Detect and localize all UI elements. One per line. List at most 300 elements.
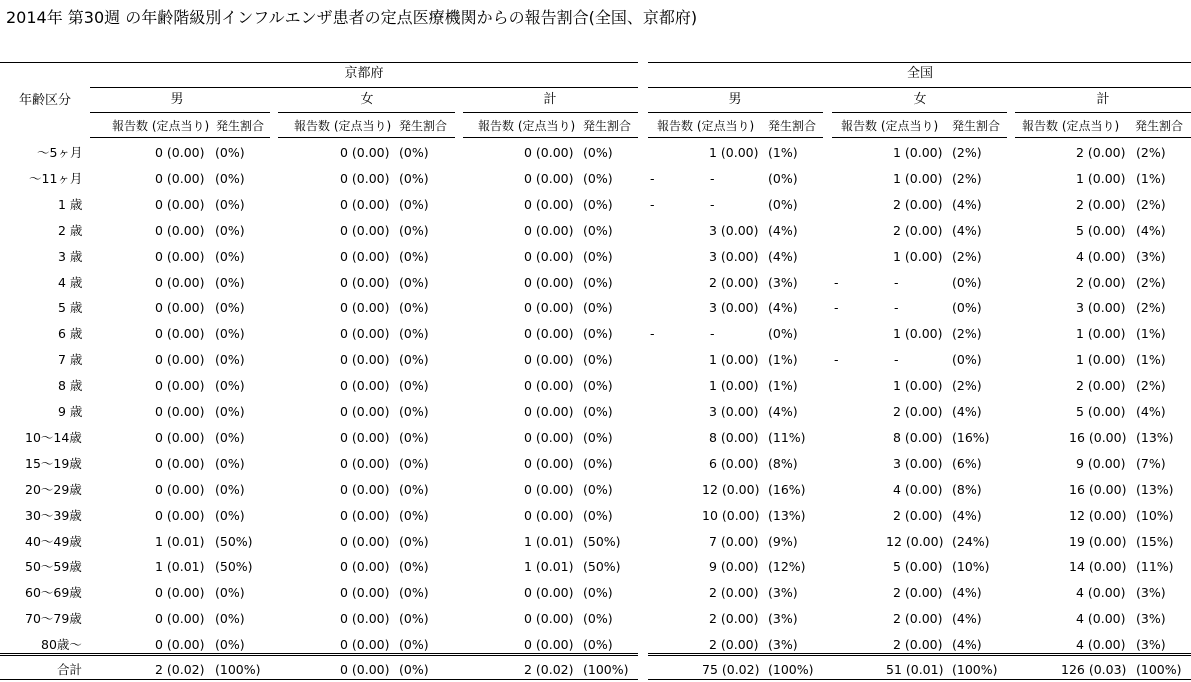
rate-value: (4%) (768, 300, 798, 315)
rate-value: (4%) (952, 611, 982, 626)
rate-value: (0%) (583, 352, 613, 367)
rate-value: (0%) (215, 585, 245, 600)
rate-value: (0%) (215, 482, 245, 497)
total-rule-kyoto (0, 653, 638, 656)
page-title: 2014年 第30週 の年齢階級別インフルエンザ患者の定点医療機関からの報告割合(全国、京都府) (6, 8, 698, 27)
rate-value: (2%) (1136, 145, 1166, 160)
subheader-report-count: 報告数 (定点当り) (1022, 119, 1120, 133)
report-value: 51 (0.01) (886, 662, 944, 677)
rate-value: (50%) (215, 534, 253, 549)
report-value: 3 (0.00) (709, 300, 759, 315)
report-value: 1 (0.01) (155, 559, 205, 574)
sex-header-male: 男 (728, 92, 742, 107)
report-value: 0 (0.00) (340, 430, 390, 445)
age-label: 80歳〜 (41, 637, 82, 652)
report-value: 12 (0.00) (1069, 508, 1127, 523)
rate-value: (50%) (583, 559, 621, 574)
missing-dash: - (650, 197, 655, 212)
rate-value: (1%) (768, 352, 798, 367)
report-value: 2 (0.00) (1076, 378, 1126, 393)
rate-value: (0%) (215, 197, 245, 212)
rate-value: (0%) (215, 404, 245, 419)
age-label: 6 歳 (58, 326, 83, 341)
report-value: 2 (0.02) (155, 662, 205, 677)
report-value: 2 (0.00) (1076, 145, 1126, 160)
report-value: 0 (0.00) (340, 508, 390, 523)
age-label-total: 合計 (57, 662, 83, 677)
report-value: 0 (0.00) (155, 300, 205, 315)
rate-value: (1%) (768, 145, 798, 160)
rate-value: (0%) (583, 171, 613, 186)
rate-value: (0%) (399, 430, 429, 445)
report-value: 0 (0.00) (155, 482, 205, 497)
rate-value: (4%) (768, 404, 798, 419)
report-value: 5 (0.00) (1076, 404, 1126, 419)
subheader-report-count: 報告数 (定点当り) (112, 119, 210, 133)
sex-header-total: 計 (1096, 92, 1110, 107)
rate-value: (4%) (952, 637, 982, 652)
age-label: 30〜39歳 (25, 508, 82, 523)
report-value: 0 (0.00) (155, 508, 205, 523)
report-value: 2 (0.00) (893, 197, 943, 212)
report-value: 14 (0.00) (1069, 559, 1127, 574)
rate-value: (0%) (399, 197, 429, 212)
report-value: 0 (0.00) (340, 482, 390, 497)
rate-value: (0%) (399, 378, 429, 393)
rate-value: (1%) (768, 378, 798, 393)
total-rule-zenkoku (648, 653, 1191, 656)
rate-value: (9%) (768, 534, 798, 549)
report-value: 4 (0.00) (1076, 585, 1126, 600)
report-value: 0 (0.00) (340, 378, 390, 393)
rate-value: (0%) (399, 300, 429, 315)
sex-rule (278, 112, 455, 113)
report-value: 0 (0.00) (524, 249, 574, 264)
rate-value: (3%) (768, 637, 798, 652)
rate-value: (11%) (1136, 559, 1174, 574)
age-label: 20〜29歳 (25, 482, 82, 497)
report-value: 1 (0.01) (524, 534, 574, 549)
report-value: 2 (0.00) (893, 637, 943, 652)
rate-value: (2%) (1136, 197, 1166, 212)
sex-rule (832, 112, 1007, 113)
age-label: 〜11ヶ月 (29, 171, 83, 186)
report-value: 2 (0.00) (709, 275, 759, 290)
rate-value: (3%) (1136, 637, 1166, 652)
rate-value: (2%) (1136, 378, 1166, 393)
rate-value: (8%) (952, 482, 982, 497)
report-value: 4 (0.00) (1076, 637, 1126, 652)
report-value: 2 (0.00) (1076, 197, 1126, 212)
subheader-rate: 発生割合 (399, 119, 448, 133)
rate-value: (10%) (952, 559, 990, 574)
rate-value: (0%) (399, 662, 429, 677)
rate-value: (0%) (583, 300, 613, 315)
report-value: 1 (0.00) (709, 145, 759, 160)
report-value: 0 (0.00) (155, 275, 205, 290)
report-value: 10 (0.00) (702, 508, 760, 523)
rate-value: (13%) (1136, 482, 1174, 497)
rate-value: (6%) (952, 456, 982, 471)
report-value: 0 (0.00) (155, 223, 205, 238)
age-label: 3 歳 (58, 249, 83, 264)
age-label: 7 歳 (58, 352, 83, 367)
rate-value: (3%) (768, 275, 798, 290)
rate-value: (0%) (215, 456, 245, 471)
rate-value: (0%) (399, 482, 429, 497)
missing-dash: - (834, 275, 839, 290)
report-value: 2 (0.00) (893, 611, 943, 626)
missing-dash: - (834, 300, 839, 315)
rate-value: (3%) (1136, 249, 1166, 264)
rate-value: (3%) (768, 585, 798, 600)
report-value: 2 (0.00) (709, 611, 759, 626)
report-value: 1 (0.00) (1076, 352, 1126, 367)
report-value: 3 (0.00) (1076, 300, 1126, 315)
rate-value: (1%) (1136, 352, 1166, 367)
report-value: 8 (0.00) (709, 430, 759, 445)
report-value: 0 (0.00) (524, 585, 574, 600)
report-value: 1 (0.00) (893, 378, 943, 393)
rate-value: (1%) (1136, 326, 1166, 341)
rate-value: (16%) (768, 482, 806, 497)
rate-value: (7%) (1136, 456, 1166, 471)
rate-value: (0%) (768, 326, 798, 341)
missing-dash: - (894, 300, 899, 315)
rate-value: (13%) (768, 508, 806, 523)
report-value: 0 (0.00) (524, 145, 574, 160)
rate-value: (1%) (1136, 171, 1166, 186)
report-value: 0 (0.00) (340, 611, 390, 626)
report-value: 0 (0.00) (340, 456, 390, 471)
report-value: 16 (0.00) (1069, 482, 1127, 497)
rate-value: (4%) (952, 585, 982, 600)
rate-value: (0%) (952, 300, 982, 315)
report-value: 0 (0.00) (340, 662, 390, 677)
missing-dash: - (710, 197, 715, 212)
report-value: 0 (0.00) (524, 197, 574, 212)
rate-value: (0%) (583, 223, 613, 238)
report-value: 0 (0.00) (340, 404, 390, 419)
sex-rule (648, 112, 823, 113)
subheader-rule (278, 137, 455, 138)
report-value: 0 (0.00) (340, 559, 390, 574)
report-value: 0 (0.00) (340, 585, 390, 600)
missing-dash: - (834, 352, 839, 367)
age-label: 1 歳 (58, 197, 83, 212)
rate-value: (0%) (952, 352, 982, 367)
region-rule-zenkoku (648, 87, 1191, 88)
report-value: 19 (0.00) (1069, 534, 1127, 549)
rate-value: (2%) (952, 326, 982, 341)
report-value: 0 (0.00) (524, 430, 574, 445)
subheader-rule (832, 137, 1007, 138)
rate-value: (0%) (583, 404, 613, 419)
report-value: 2 (0.00) (1076, 275, 1126, 290)
rate-value: (100%) (768, 662, 814, 677)
sex-header-total: 計 (543, 92, 557, 107)
report-value: 0 (0.00) (524, 637, 574, 652)
rate-value: (12%) (768, 559, 806, 574)
report-value: 0 (0.00) (155, 585, 205, 600)
report-value: 0 (0.00) (155, 171, 205, 186)
report-value: 0 (0.00) (524, 352, 574, 367)
report-value: 1 (0.00) (1076, 171, 1126, 186)
age-label: 15〜19歳 (25, 456, 82, 471)
report-value: 0 (0.00) (340, 352, 390, 367)
report-value: 0 (0.00) (524, 482, 574, 497)
age-column-header: 年齢区分 (19, 93, 72, 108)
rate-value: (2%) (1136, 275, 1166, 290)
report-value: 9 (0.00) (709, 559, 759, 574)
rate-value: (0%) (215, 249, 245, 264)
rate-value: (0%) (583, 275, 613, 290)
sex-header-male: 男 (170, 92, 184, 107)
rate-value: (4%) (768, 223, 798, 238)
rate-value: (0%) (399, 534, 429, 549)
rate-value: (0%) (399, 508, 429, 523)
subheader-report-count: 報告数 (定点当り) (657, 119, 755, 133)
rate-value: (0%) (399, 637, 429, 652)
rate-value: (0%) (399, 275, 429, 290)
age-label: 40〜49歳 (25, 534, 82, 549)
report-value: 0 (0.00) (155, 326, 205, 341)
report-value: 0 (0.00) (524, 223, 574, 238)
rate-value: (0%) (583, 326, 613, 341)
rate-value: (0%) (583, 145, 613, 160)
missing-dash: - (710, 171, 715, 186)
report-value: 2 (0.00) (893, 585, 943, 600)
rate-value: (13%) (1136, 430, 1174, 445)
rate-value: (0%) (215, 378, 245, 393)
report-value: 0 (0.00) (155, 456, 205, 471)
rate-value: (0%) (399, 611, 429, 626)
rate-value: (0%) (583, 482, 613, 497)
report-value: 0 (0.00) (340, 197, 390, 212)
rate-value: (0%) (768, 171, 798, 186)
age-label: 2 歳 (58, 223, 83, 238)
subheader-rate: 発生割合 (1135, 119, 1184, 133)
subheader-rule (1015, 137, 1191, 138)
rate-value: (2%) (952, 171, 982, 186)
report-value: 0 (0.00) (155, 352, 205, 367)
rate-value: (100%) (1136, 662, 1182, 677)
rate-value: (100%) (952, 662, 998, 677)
rate-value: (24%) (952, 534, 990, 549)
report-value: 0 (0.00) (524, 378, 574, 393)
rate-value: (50%) (215, 559, 253, 574)
age-label: 60〜69歳 (25, 585, 82, 600)
report-value: 2 (0.00) (893, 223, 943, 238)
report-value: 1 (0.00) (893, 326, 943, 341)
report-value: 126 (0.03) (1061, 662, 1127, 677)
report-value: 0 (0.00) (340, 249, 390, 264)
sex-header-female: 女 (360, 92, 374, 107)
rate-value: (0%) (399, 352, 429, 367)
report-value: 4 (0.00) (893, 482, 943, 497)
rate-value: (0%) (583, 197, 613, 212)
report-value: 0 (0.00) (155, 145, 205, 160)
report-value: 0 (0.00) (155, 637, 205, 652)
report-value: 0 (0.00) (155, 430, 205, 445)
rate-value: (3%) (1136, 611, 1166, 626)
rate-value: (0%) (583, 611, 613, 626)
rate-value: (100%) (215, 662, 261, 677)
report-value: 12 (0.00) (886, 534, 944, 549)
rate-value: (2%) (952, 378, 982, 393)
report-value: 2 (0.00) (893, 508, 943, 523)
report-value: 0 (0.00) (340, 145, 390, 160)
subheader-rate: 発生割合 (583, 119, 632, 133)
rate-value: (0%) (215, 300, 245, 315)
rate-value: (10%) (1136, 508, 1174, 523)
subheader-rate: 発生割合 (768, 119, 817, 133)
report-value: 0 (0.00) (340, 326, 390, 341)
report-value: 1 (0.00) (709, 378, 759, 393)
rate-value: (2%) (952, 145, 982, 160)
rate-value: (3%) (768, 611, 798, 626)
rate-value: (0%) (399, 404, 429, 419)
rate-value: (0%) (215, 637, 245, 652)
rate-value: (0%) (399, 559, 429, 574)
rate-value: (0%) (215, 326, 245, 341)
rate-value: (0%) (399, 223, 429, 238)
report-value: 6 (0.00) (709, 456, 759, 471)
report-value: 3 (0.00) (893, 456, 943, 471)
rate-value: (0%) (399, 585, 429, 600)
report-value: 7 (0.00) (709, 534, 759, 549)
missing-dash: - (650, 171, 655, 186)
missing-dash: - (894, 352, 899, 367)
table-top-rule-kyoto (0, 62, 638, 63)
sex-rule (463, 112, 638, 113)
rate-value: (4%) (952, 404, 982, 419)
rate-value: (8%) (768, 456, 798, 471)
report-value: 0 (0.00) (524, 456, 574, 471)
report-value: 4 (0.00) (1076, 249, 1126, 264)
report-value: 4 (0.00) (1076, 611, 1126, 626)
rate-value: (4%) (768, 249, 798, 264)
rate-value: (0%) (583, 508, 613, 523)
report-value: 1 (0.00) (893, 249, 943, 264)
report-value: 0 (0.00) (340, 223, 390, 238)
table-bottom-rule-zenkoku (648, 679, 1191, 680)
table-bottom-rule-kyoto (0, 679, 638, 680)
report-value: 0 (0.00) (155, 611, 205, 626)
age-label: 8 歳 (58, 378, 83, 393)
missing-dash: - (894, 275, 899, 290)
report-value: 0 (0.00) (340, 300, 390, 315)
rate-value: (4%) (952, 508, 982, 523)
report-value: 0 (0.00) (155, 404, 205, 419)
subheader-rule (90, 137, 270, 138)
report-value: 0 (0.00) (340, 637, 390, 652)
region-rule-kyoto (90, 87, 638, 88)
rate-value: (0%) (215, 223, 245, 238)
report-value: 0 (0.00) (155, 197, 205, 212)
report-value: 2 (0.02) (524, 662, 574, 677)
rate-value: (0%) (215, 430, 245, 445)
report-value: 9 (0.00) (1076, 456, 1126, 471)
report-value: 5 (0.00) (1076, 223, 1126, 238)
subheader-rule (648, 137, 823, 138)
report-value: 1 (0.00) (709, 352, 759, 367)
rate-value: (0%) (399, 326, 429, 341)
report-value: 2 (0.00) (709, 585, 759, 600)
report-value: 1 (0.00) (893, 171, 943, 186)
age-label: 9 歳 (58, 404, 83, 419)
report-value: 0 (0.00) (340, 534, 390, 549)
rate-value: (0%) (399, 456, 429, 471)
report-value: 0 (0.00) (340, 275, 390, 290)
report-value: 0 (0.00) (524, 611, 574, 626)
missing-dash: - (710, 326, 715, 341)
rate-value: (16%) (952, 430, 990, 445)
age-label: 4 歳 (58, 275, 83, 290)
rate-value: (0%) (215, 171, 245, 186)
sex-header-female: 女 (913, 92, 927, 107)
rate-value: (15%) (1136, 534, 1174, 549)
rate-value: (0%) (583, 637, 613, 652)
subheader-report-count: 報告数 (定点当り) (294, 119, 392, 133)
rate-value: (4%) (952, 197, 982, 212)
report-value: 0 (0.00) (524, 404, 574, 419)
subheader-report-count: 報告数 (定点当り) (478, 119, 576, 133)
rate-value: (0%) (215, 145, 245, 160)
age-label: 50〜59歳 (25, 559, 82, 574)
age-label: 〜5ヶ月 (37, 145, 83, 160)
age-label: 5 歳 (58, 300, 83, 315)
age-label: 10〜14歳 (25, 430, 82, 445)
report-value: 1 (0.01) (155, 534, 205, 549)
report-value: 1 (0.00) (893, 145, 943, 160)
report-value: 12 (0.00) (702, 482, 760, 497)
report-value: 0 (0.00) (524, 300, 574, 315)
rate-value: (0%) (952, 275, 982, 290)
rate-value: (2%) (952, 249, 982, 264)
rate-value: (3%) (1136, 585, 1166, 600)
rate-value: (0%) (215, 352, 245, 367)
report-value: 0 (0.00) (524, 326, 574, 341)
subheader-rate: 発生割合 (216, 119, 265, 133)
report-value: 8 (0.00) (893, 430, 943, 445)
rate-value: (0%) (583, 249, 613, 264)
sex-rule (90, 112, 270, 113)
rate-value: (0%) (399, 171, 429, 186)
report-value: 75 (0.02) (702, 662, 760, 677)
report-value: 0 (0.00) (340, 171, 390, 186)
report-value: 3 (0.00) (709, 404, 759, 419)
region-header-zenkoku: 全国 (907, 66, 934, 81)
subheader-rule (463, 137, 638, 138)
rate-value: (0%) (399, 249, 429, 264)
report-value: 2 (0.00) (709, 637, 759, 652)
age-label: 70〜79歳 (25, 611, 82, 626)
region-header-kyoto: 京都府 (344, 66, 384, 81)
report-value: 3 (0.00) (709, 249, 759, 264)
table-top-rule-zenkoku (648, 62, 1191, 63)
missing-dash: - (650, 326, 655, 341)
report-value: 0 (0.00) (155, 378, 205, 393)
report-value: 1 (0.00) (1076, 326, 1126, 341)
rate-value: (4%) (952, 223, 982, 238)
rate-value: (100%) (583, 662, 629, 677)
report-value: 3 (0.00) (709, 223, 759, 238)
report-value: 1 (0.01) (524, 559, 574, 574)
report-value: 0 (0.00) (524, 275, 574, 290)
subheader-rate: 発生割合 (952, 119, 1001, 133)
rate-value: (11%) (768, 430, 806, 445)
